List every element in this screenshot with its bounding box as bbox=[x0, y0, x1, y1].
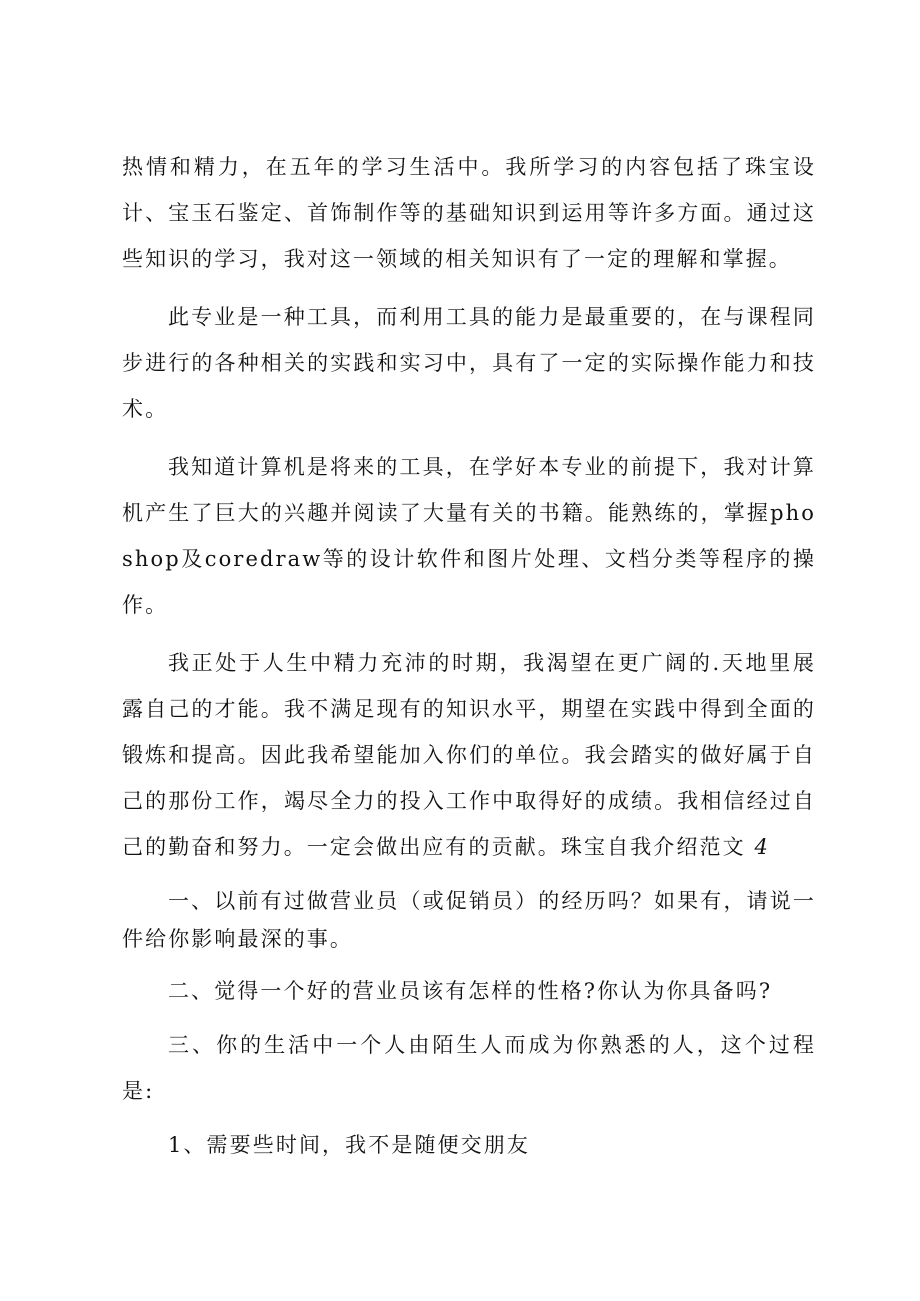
question-2: 二、觉得一个好的营业员该有怎样的性格?你认为你具备吗? bbox=[168, 979, 773, 1003]
answer-1: 1、需要些时间，我不是随便交朋友 bbox=[168, 1133, 530, 1157]
question-1: 一、以前有过做营业员（或促销员）的经历吗？如果有，请说一件给你影响最深的事。 bbox=[122, 889, 816, 951]
paragraph-4 bbox=[122, 640, 816, 870]
section-number: 4 bbox=[754, 835, 770, 859]
document-body bbox=[122, 144, 816, 1168]
paragraph-1: 热情和精力，在五年的学习生活中。我所学习的内容包括了珠宝设计、宝玉石鉴定、首饰制作等的基础知识到运用等许多方面。通过这些知识的学习，我对这一领域的相关知识有了一定的理解和掌握。 bbox=[122, 155, 816, 271]
paragraph-4-text: 我正处于人生中精力充沛的时期，我渴望在更广阔的.天地里展露自己的才能。我不满足现有的知识水平，期望在实践中得到全面的锻炼和提高。因此我希望能加入你们的单位。我会踏实的做好属于自己的那份工作，竭尽全力的投入工作中取得好的成绩。我相信经过自己的勤奋和努力。一定会做出应有的贡献。珠宝自我介绍范文 bbox=[122, 651, 816, 859]
paragraph-3: 我知道计算机是将来的工具，在学好本专业的前提下，我对计算机产生了巨大的兴趣并阅读了大量有关的书籍。能熟练的，掌握phoshop及coredraw等的设计软件和图片处理、文档分类等程序的操作。 bbox=[122, 455, 816, 617]
question-3: 三、你的生活中一个人由陌生人而成为你熟悉的人，这个过程是: bbox=[122, 1033, 816, 1103]
paragraph-2: 此专业是一种工具，而利用工具的能力是最重要的，在与课程同步进行的各种相关的实践和实习中，具有了一定的实际操作能力和技术。 bbox=[122, 305, 816, 421]
